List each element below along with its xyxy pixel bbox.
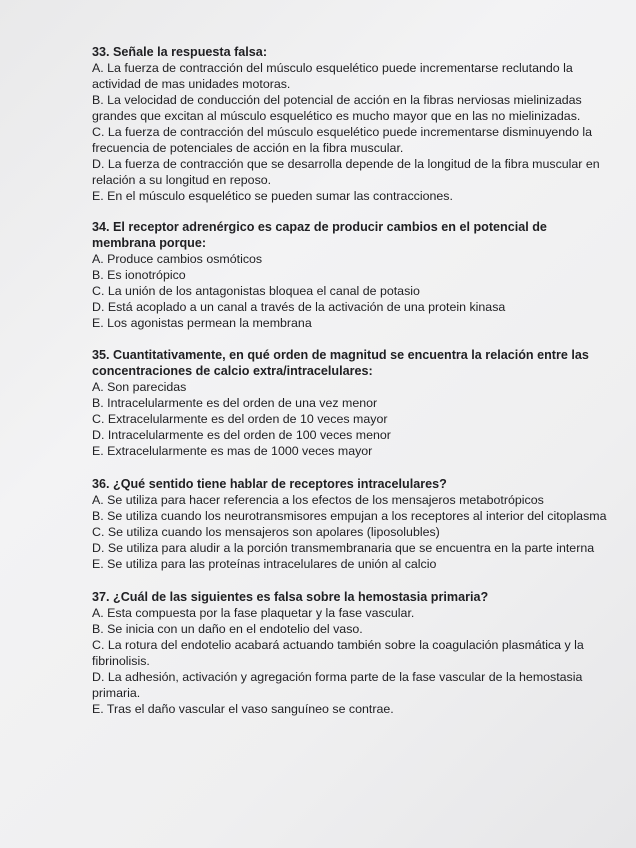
option-a: A. Son parecidas (92, 380, 187, 394)
question-36 (92, 476, 612, 572)
question-37 (92, 589, 612, 717)
option-a: A. Produce cambios osmóticos (92, 252, 263, 266)
question-35 (92, 347, 612, 459)
option-d: D. Está acoplado a un canal a través de la activación de una protein kinasa (92, 300, 506, 314)
question-title: 34. El receptor adrenérgico es capaz de producir cambios en el potencial de membrana porque: (92, 220, 547, 250)
option-b: B. Intracelularmente es del orden de una vez menor (92, 396, 378, 410)
option-b: B. Se inicia con un daño en el endotelio del vaso. (92, 622, 363, 636)
option-b: B. La velocidad de conducción del potencial de acción en la fibras nerviosas mielinizadas grandes que excitan al músculo esquelético es mucho mayor que en las no mielinizadas. (92, 93, 582, 123)
option-d: D. La adhesión, activación y agregación forma parte de la fase vascular de la hemostasia primaria. (92, 670, 583, 700)
question-33 (92, 44, 612, 204)
option-e: E. Tras el daño vascular el vaso sanguíneo se contrae. (92, 702, 394, 716)
option-e: E. Los agonistas permean la membrana (92, 316, 312, 330)
option-b: B. Se utiliza cuando los neurotransmisores empujan a los receptores al interior del citoplasma (92, 509, 607, 523)
option-a: A. Esta compuesta por la fase plaquetar y la fase vascular. (92, 606, 415, 620)
question-list (92, 44, 612, 735)
question-34 (92, 219, 612, 331)
option-d: D. Intracelularmente es del orden de 100 veces menor (92, 428, 391, 442)
option-e: E. En el músculo esquelético se pueden sumar las contracciones. (92, 189, 453, 203)
option-c: C. La fuerza de contracción del músculo esquelético puede incrementarse disminuyendo la frecuencia de potenciales de acción en la fibra muscular. (92, 125, 593, 155)
option-e: E. Se utiliza para las proteínas intracelulares de unión al calcio (92, 557, 437, 571)
question-title: 37. ¿Cuál de las siguientes es falsa sobre la hemostasia primaria? (92, 590, 489, 604)
option-d: D. Se utiliza para aludir a la porción transmembranaria que se encuentra en la parte interna (92, 541, 595, 555)
question-title: 35. Cuantitativamente, en qué orden de magnitud se encuentra la relación entre las concentraciones de calcio extra/intracelulares: (92, 348, 589, 378)
option-c: C. Se utiliza cuando los mensajeros son apolares (liposolubles) (92, 525, 440, 539)
option-d: D. La fuerza de contracción que se desarrolla depende de la longitud de la fibra muscular en relación a su longitud en reposo. (92, 157, 600, 187)
question-title: 36. ¿Qué sentido tiene hablar de receptores intracelulares? (92, 477, 447, 491)
option-a: A. Se utiliza para hacer referencia a los efectos de los mensajeros metabotrópicos (92, 493, 544, 507)
option-a: A. La fuerza de contracción del músculo esquelético puede incrementarse reclutando la actividad de mas unidades motoras. (92, 61, 573, 91)
option-c: C. La rotura del endotelio acabará actuando también sobre la coagulación plasmática y la fibrinolisis. (92, 638, 584, 668)
option-b: B. Es ionotrópico (92, 268, 186, 282)
option-e: E. Extracelularmente es mas de 1000 veces mayor (92, 444, 373, 458)
option-c: C. Extracelularmente es del orden de 10 veces mayor (92, 412, 388, 426)
question-title: 33. Señale la respuesta falsa: (92, 45, 268, 59)
option-c: C. La unión de los antagonistas bloquea el canal de potasio (92, 284, 420, 298)
